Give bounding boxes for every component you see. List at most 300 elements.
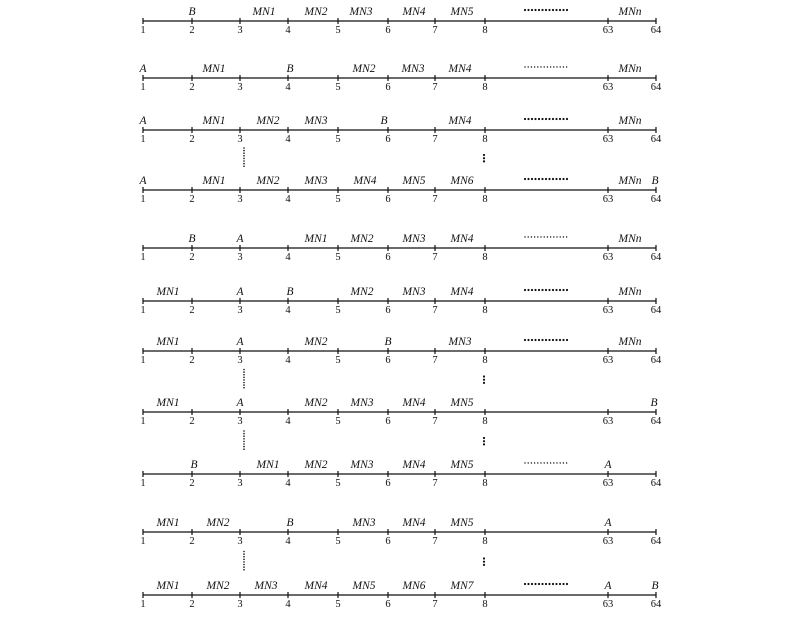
row-1-position-label: 6 <box>385 25 391 36</box>
row-9-ellipsis-dot <box>566 462 567 463</box>
gap-2-dots-right <box>483 382 485 384</box>
row-9-node-label: A <box>604 459 612 471</box>
row-7-position-label: 6 <box>385 355 391 366</box>
row-4-node-label: MNn <box>618 175 642 187</box>
row-6-node-label: MN4 <box>450 286 474 298</box>
row-2-ellipsis-dot <box>537 66 538 67</box>
row-4-node-label: MN6 <box>450 175 474 187</box>
row-11-position-label: 4 <box>285 599 291 610</box>
row-9-ellipsis-dot <box>547 462 548 463</box>
row-4-ellipsis-dot <box>527 178 529 180</box>
row-4-ellipsis-dot <box>566 178 568 180</box>
row-9-ellipsis-dot <box>563 462 564 463</box>
row-3-ellipsis-dot <box>541 118 543 120</box>
row-9-ellipsis-dot <box>556 462 557 463</box>
row-3-node-label: MN1 <box>202 115 226 127</box>
row-10-position-label: 6 <box>385 536 391 547</box>
row-3-ellipsis-dot <box>531 118 533 120</box>
row-10-position-label: 2 <box>189 536 195 547</box>
row-1-node-label: B <box>188 6 196 18</box>
row-2-node-label: MN1 <box>202 63 226 75</box>
row-1-ellipsis-dot <box>531 9 533 11</box>
row-11-node-label: MN3 <box>254 580 278 592</box>
row-4-position-label: 7 <box>432 194 438 205</box>
row-1-node-label: MN1 <box>252 6 276 18</box>
row-6-node-label: MNn <box>618 286 642 298</box>
row-2-node-label: MN3 <box>401 63 425 75</box>
row-10-node-label: MN3 <box>352 517 376 529</box>
row-5-ellipsis-dot <box>531 236 532 237</box>
row-2-position-label: 4 <box>285 82 291 93</box>
row-10-position-label: 7 <box>432 536 438 547</box>
row-7-ellipsis-dot <box>538 339 540 341</box>
row-11-node-label: A <box>604 580 612 592</box>
row-6-position-label: 2 <box>189 305 195 316</box>
row-9-ellipsis-dot <box>534 462 535 463</box>
row-2-position-label: 6 <box>385 82 391 93</box>
row-8-node-label: MN2 <box>304 397 328 409</box>
row-4-ellipsis-dot <box>548 178 550 180</box>
row-9-position-label: 4 <box>285 478 291 489</box>
row-1-position-label: 63 <box>602 25 614 36</box>
row-2-node-label: MNn <box>618 63 642 75</box>
row-1-position-label: 2 <box>189 25 195 36</box>
row-2-position-label: 1 <box>140 82 146 93</box>
row-2-position-label: 64 <box>650 82 662 93</box>
row-7-position-label: 2 <box>189 355 195 366</box>
row-6-node-label: B <box>286 286 294 298</box>
gap-1-dots-right <box>483 157 485 159</box>
row-7-node-label: MN2 <box>304 336 328 348</box>
gap-3-dots-right <box>483 440 485 442</box>
row-6-ellipsis-dot <box>531 289 533 291</box>
row-7-ellipsis-dot <box>527 339 529 341</box>
gap-2-dots-left <box>243 377 245 379</box>
gap-4-dots-right <box>483 564 485 566</box>
row-7-node-label: MN3 <box>448 336 472 348</box>
row-9-ellipsis-dot <box>524 462 525 463</box>
row-6-position-label: 8 <box>482 305 488 316</box>
row-3-position-label: 64 <box>650 134 662 145</box>
row-6-ellipsis-dot <box>566 289 568 291</box>
row-1-ellipsis-dot <box>562 9 564 11</box>
row-1-position-label: 5 <box>335 25 341 36</box>
row-1-position-label: 4 <box>285 25 291 36</box>
row-8-position-label: 1 <box>140 416 146 427</box>
row-6-ellipsis-dot <box>527 289 529 291</box>
gap-1-dots-right <box>483 160 485 162</box>
row-6-ellipsis-dot <box>538 289 540 291</box>
row-4-node-label: MN1 <box>202 175 226 187</box>
row-1-position-label: 8 <box>482 25 488 36</box>
row-11-ellipsis-dot <box>562 583 564 585</box>
row-4-ellipsis-dot <box>531 178 533 180</box>
gap-2-dots-right <box>483 375 485 377</box>
row-1-ellipsis-dot <box>541 9 543 11</box>
row-2-ellipsis-dot <box>540 66 541 67</box>
row-6-position-label: 6 <box>385 305 391 316</box>
row-9-node-label: B <box>190 459 198 471</box>
row-3-ellipsis-dot <box>566 118 568 120</box>
row-5-ellipsis-dot <box>544 236 545 237</box>
row-5-position-label: 63 <box>602 252 614 263</box>
row-9-position-label: 3 <box>237 478 243 489</box>
row-1-position-label: 3 <box>237 25 243 36</box>
gap-2-dots-left <box>243 387 245 389</box>
row-11-node-label: MN7 <box>450 580 474 592</box>
row-5-ellipsis-dot <box>528 236 529 237</box>
row-7-node-label: MN1 <box>156 336 180 348</box>
row-1-ellipsis-dot <box>538 9 540 11</box>
row-6-ellipsis-dot <box>562 289 564 291</box>
row-11-ellipsis-dot <box>538 583 540 585</box>
row-11-node-label: MN1 <box>156 580 180 592</box>
row-2-ellipsis-dot <box>524 66 525 67</box>
row-9-position-label: 6 <box>385 478 391 489</box>
row-2-ellipsis-dot <box>566 66 567 67</box>
row-7-ellipsis-dot <box>562 339 564 341</box>
row-5-position-label: 3 <box>237 252 243 263</box>
row-5-ellipsis-dot <box>534 236 535 237</box>
row-5-ellipsis-dot <box>563 236 564 237</box>
row-3-node-label: MN3 <box>304 115 328 127</box>
row-3-ellipsis-dot <box>527 118 529 120</box>
gap-4-dots-left <box>243 559 245 561</box>
row-5-node-label: B <box>188 233 196 245</box>
row-2-position-label: 3 <box>237 82 243 93</box>
row-11-ellipsis-dot <box>566 583 568 585</box>
row-5-position-label: 5 <box>335 252 341 263</box>
gap-3-dots-left <box>243 433 245 435</box>
row-9-position-label: 7 <box>432 478 438 489</box>
row-11-node-label: B <box>651 580 659 592</box>
row-4-ellipsis-dot <box>545 178 547 180</box>
row-9-ellipsis-dot <box>537 462 538 463</box>
row-5-position-label: 6 <box>385 252 391 263</box>
row-4-node-label: B <box>651 175 659 187</box>
row-2-ellipsis-dot <box>534 66 535 67</box>
row-11-position-label: 6 <box>385 599 391 610</box>
row-3-ellipsis-dot <box>562 118 564 120</box>
row-6-ellipsis-dot <box>524 289 526 291</box>
row-1-ellipsis-dot <box>527 9 529 11</box>
row-6-node-label: MN1 <box>156 286 180 298</box>
row-9-ellipsis-dot <box>544 462 545 463</box>
row-11-node-label: MN6 <box>402 580 426 592</box>
row-6-node-label: A <box>236 286 244 298</box>
row-10-node-label: B <box>286 517 294 529</box>
row-6-position-label: 64 <box>650 305 662 316</box>
row-4-position-label: 6 <box>385 194 391 205</box>
row-5-position-label: 2 <box>189 252 195 263</box>
row-5-ellipsis-dot <box>550 236 551 237</box>
row-11-ellipsis-dot <box>559 583 561 585</box>
gap-2-dots-left <box>243 369 245 371</box>
row-9-position-label: 1 <box>140 478 146 489</box>
row-7-position-label: 7 <box>432 355 438 366</box>
row-3-ellipsis-dot <box>552 118 554 120</box>
gap-3-dots-left <box>243 448 245 450</box>
row-4-ellipsis-dot <box>541 178 543 180</box>
row-6-ellipsis-dot <box>559 289 561 291</box>
row-3-position-label: 2 <box>189 134 195 145</box>
row-6-node-label: MN2 <box>350 286 374 298</box>
row-8-node-label: MN4 <box>402 397 426 409</box>
row-7-ellipsis-dot <box>552 339 554 341</box>
row-3-position-label: 7 <box>432 134 438 145</box>
gap-1-dots-left <box>243 158 245 160</box>
row-11-ellipsis-dot <box>552 583 554 585</box>
row-6-position-label: 1 <box>140 305 146 316</box>
row-3-node-label: MN4 <box>448 115 472 127</box>
row-10-position-label: 8 <box>482 536 488 547</box>
row-9-ellipsis-dot <box>553 462 554 463</box>
gap-1-dots-left <box>243 150 245 152</box>
row-8-position-label: 5 <box>335 416 341 427</box>
row-3-position-label: 8 <box>482 134 488 145</box>
row-1-node-label: MN2 <box>304 6 328 18</box>
row-4-node-label: A <box>139 175 147 187</box>
row-11-ellipsis-dot <box>527 583 529 585</box>
row-9-ellipsis-dot <box>531 462 532 463</box>
row-4-position-label: 1 <box>140 194 146 205</box>
gap-4-dots-left <box>243 553 245 555</box>
row-1-node-label: MN5 <box>450 6 474 18</box>
row-7-position-label: 4 <box>285 355 291 366</box>
row-2-position-label: 7 <box>432 82 438 93</box>
gap-4-dots-left <box>243 569 245 571</box>
gap-4-dots-left <box>243 561 245 563</box>
row-6-position-label: 3 <box>237 305 243 316</box>
row-9-position-label: 5 <box>335 478 341 489</box>
row-11-position-label: 1 <box>140 599 146 610</box>
row-4-ellipsis-dot <box>552 178 554 180</box>
gap-1-dots-left <box>243 163 245 165</box>
row-7-ellipsis-dot <box>555 339 557 341</box>
row-5-ellipsis-dot <box>560 236 561 237</box>
row-5-ellipsis-dot <box>566 236 567 237</box>
row-5-node-label: MN4 <box>450 233 474 245</box>
gap-4-dots-left <box>243 551 245 553</box>
gap-3-dots-left <box>243 441 245 443</box>
gap-4-dots-right <box>483 561 485 563</box>
row-4-position-label: 8 <box>482 194 488 205</box>
row-9-node-label: MN2 <box>304 459 328 471</box>
row-11-position-label: 5 <box>335 599 341 610</box>
row-5-ellipsis-dot <box>553 236 554 237</box>
row-6-position-label: 63 <box>602 305 614 316</box>
row-7-ellipsis-dot <box>566 339 568 341</box>
row-8-position-label: 3 <box>237 416 243 427</box>
gap-3-dots-left <box>243 446 245 448</box>
row-1-ellipsis-dot <box>545 9 547 11</box>
row-7-position-label: 64 <box>650 355 662 366</box>
row-2-ellipsis-dot <box>550 66 551 67</box>
row-6-position-label: 5 <box>335 305 341 316</box>
row-2-node-label: B <box>286 63 294 75</box>
row-6-ellipsis-dot <box>552 289 554 291</box>
row-7-ellipsis-dot <box>541 339 543 341</box>
row-3-ellipsis-dot <box>538 118 540 120</box>
row-7-node-label: A <box>236 336 244 348</box>
row-7-node-label: B <box>384 336 392 348</box>
row-6-ellipsis-dot <box>545 289 547 291</box>
gap-4-dots-left <box>243 564 245 566</box>
row-3-node-label: A <box>139 115 147 127</box>
row-2-position-label: 63 <box>602 82 614 93</box>
gap-4-dots-left <box>243 566 245 568</box>
row-1-ellipsis-dot <box>555 9 557 11</box>
row-8-position-label: 4 <box>285 416 291 427</box>
gap-2-dots-left <box>243 384 245 386</box>
row-4-node-label: MN3 <box>304 175 328 187</box>
row-2-ellipsis-dot <box>556 66 557 67</box>
row-4-ellipsis-dot <box>534 178 536 180</box>
row-1-node-label: MN4 <box>402 6 426 18</box>
row-2-position-label: 2 <box>189 82 195 93</box>
row-6-position-label: 7 <box>432 305 438 316</box>
row-3-ellipsis-dot <box>524 118 526 120</box>
row-11-position-label: 3 <box>237 599 243 610</box>
row-8-position-label: 6 <box>385 416 391 427</box>
row-4-ellipsis-dot <box>524 178 526 180</box>
row-11-ellipsis-dot <box>541 583 543 585</box>
row-10-position-label: 64 <box>650 536 662 547</box>
row-5-node-label: A <box>236 233 244 245</box>
row-10-position-label: 63 <box>602 536 614 547</box>
row-3-position-label: 1 <box>140 134 146 145</box>
row-1-position-label: 1 <box>140 25 146 36</box>
row-5-node-label: MN3 <box>402 233 426 245</box>
row-7-position-label: 63 <box>602 355 614 366</box>
row-9-ellipsis-dot <box>560 462 561 463</box>
gap-2-dots-left <box>243 371 245 373</box>
row-8-node-label: MN1 <box>156 397 180 409</box>
row-9-node-label: MN3 <box>350 459 374 471</box>
row-7-position-label: 1 <box>140 355 146 366</box>
row-3-position-label: 6 <box>385 134 391 145</box>
row-5-position-label: 4 <box>285 252 291 263</box>
gap-3-dots-left <box>243 435 245 437</box>
row-11-position-label: 63 <box>602 599 614 610</box>
row-6-ellipsis-dot <box>555 289 557 291</box>
row-7-ellipsis-dot <box>524 339 526 341</box>
row-10-node-label: MN4 <box>402 517 426 529</box>
row-5-position-label: 1 <box>140 252 146 263</box>
row-1-ellipsis-dot <box>534 9 536 11</box>
row-2-ellipsis-dot <box>544 66 545 67</box>
row-8-node-label: B <box>650 397 658 409</box>
gap-1-dots-left <box>243 160 245 162</box>
row-8-position-label: 2 <box>189 416 195 427</box>
row-1-ellipsis-dot <box>524 9 526 11</box>
row-4-ellipsis-dot <box>562 178 564 180</box>
gap-1-dots-right <box>483 154 485 156</box>
row-4-ellipsis-dot <box>559 178 561 180</box>
row-5-ellipsis-dot <box>556 236 557 237</box>
row-9-ellipsis-dot <box>528 462 529 463</box>
row-3-ellipsis-dot <box>534 118 536 120</box>
row-2-ellipsis-dot <box>560 66 561 67</box>
row-9-node-label: MN4 <box>402 459 426 471</box>
row-11-ellipsis-dot <box>545 583 547 585</box>
row-9-node-label: MN1 <box>256 459 280 471</box>
row-1-ellipsis-dot <box>552 9 554 11</box>
gap-3-dots-right <box>483 443 485 445</box>
row-4-node-label: MN5 <box>402 175 426 187</box>
row-2-node-label: A <box>139 63 147 75</box>
row-9-position-label: 8 <box>482 478 488 489</box>
row-5-node-label: MN2 <box>350 233 374 245</box>
row-3-node-label: MNn <box>618 115 642 127</box>
row-7-node-label: MNn <box>618 336 642 348</box>
gap-2-dots-left <box>243 382 245 384</box>
row-8-node-label: MN3 <box>350 397 374 409</box>
row-3-ellipsis-dot <box>555 118 557 120</box>
gap-3-dots-left <box>243 438 245 440</box>
row-11-node-label: MN2 <box>206 580 230 592</box>
row-10-node-label: MN1 <box>156 517 180 529</box>
row-4-ellipsis-dot <box>538 178 540 180</box>
row-11-ellipsis-dot <box>531 583 533 585</box>
row-1-node-label: MNn <box>618 6 642 18</box>
row-11-ellipsis-dot <box>524 583 526 585</box>
row-3-position-label: 4 <box>285 134 291 145</box>
row-5-position-label: 8 <box>482 252 488 263</box>
row-5-ellipsis-dot <box>547 236 548 237</box>
row-7-position-label: 8 <box>482 355 488 366</box>
row-9-ellipsis-dot <box>540 462 541 463</box>
row-10-position-label: 1 <box>140 536 146 547</box>
row-5-ellipsis-dot <box>537 236 538 237</box>
row-11-position-label: 2 <box>189 599 195 610</box>
gap-1-dots-left <box>243 147 245 149</box>
row-4-position-label: 5 <box>335 194 341 205</box>
row-3-node-label: MN2 <box>256 115 280 127</box>
row-11-position-label: 7 <box>432 599 438 610</box>
gap-4-dots-right <box>483 557 485 559</box>
row-10-node-label: MN2 <box>206 517 230 529</box>
row-7-ellipsis-dot <box>559 339 561 341</box>
row-2-node-label: MN4 <box>448 63 472 75</box>
row-11-ellipsis-dot <box>548 583 550 585</box>
row-7-position-label: 5 <box>335 355 341 366</box>
row-9-position-label: 64 <box>650 478 662 489</box>
gap-3-dots-left <box>243 443 245 445</box>
row-1-node-label: MN3 <box>349 6 373 18</box>
row-7-ellipsis-dot <box>534 339 536 341</box>
row-3-ellipsis-dot <box>548 118 550 120</box>
row-3-ellipsis-dot <box>559 118 561 120</box>
row-4-position-label: 63 <box>602 194 614 205</box>
gap-2-dots-left <box>243 374 245 376</box>
row-1-position-label: 64 <box>650 25 662 36</box>
row-4-position-label: 64 <box>650 194 662 205</box>
row-6-ellipsis-dot <box>534 289 536 291</box>
row-1-position-label: 7 <box>432 25 438 36</box>
row-6-ellipsis-dot <box>541 289 543 291</box>
row-2-ellipsis-dot <box>528 66 529 67</box>
gap-1-dots-left <box>243 155 245 157</box>
row-3-ellipsis-dot <box>545 118 547 120</box>
row-2-ellipsis-dot <box>563 66 564 67</box>
row-2-ellipsis-dot <box>553 66 554 67</box>
row-4-position-label: 3 <box>237 194 243 205</box>
row-4-node-label: MN2 <box>256 175 280 187</box>
row-8-node-label: A <box>236 397 244 409</box>
row-8-position-label: 7 <box>432 416 438 427</box>
row-5-ellipsis-dot <box>524 236 525 237</box>
